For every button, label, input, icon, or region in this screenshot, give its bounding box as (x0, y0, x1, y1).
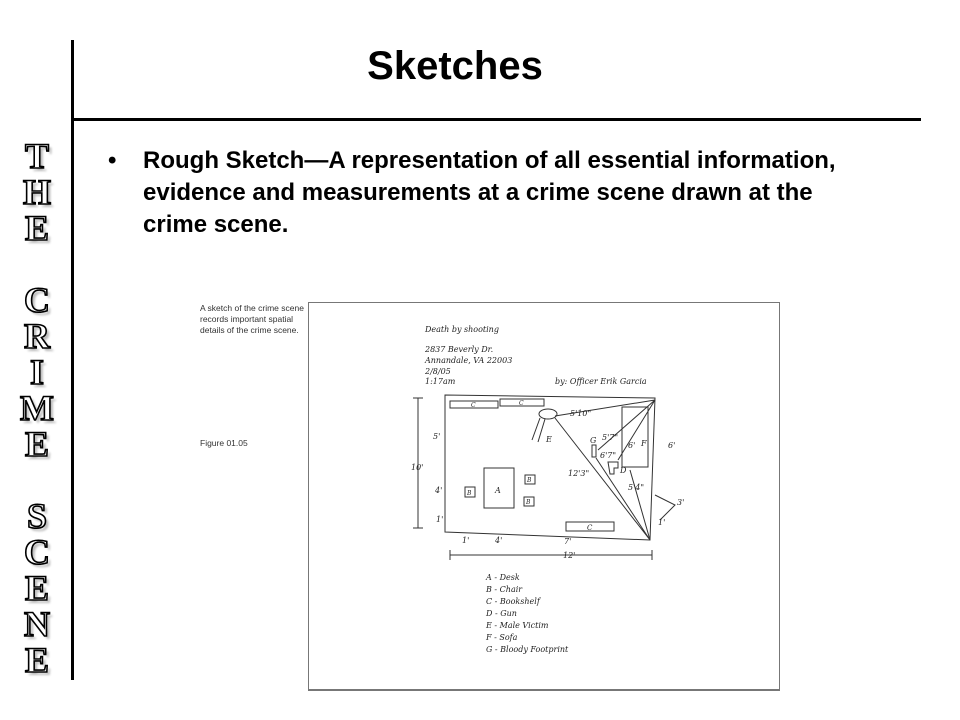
banner-letter: C (24, 532, 50, 572)
mark-chair: B (526, 499, 531, 506)
dim-label: 5'10" (570, 409, 592, 418)
dim-label: 6' (628, 441, 636, 450)
dim-label: 5' (433, 432, 441, 441)
mark-gun: D (620, 466, 627, 475)
gun (608, 462, 618, 474)
dim-label: 6' (668, 441, 676, 450)
sketch-author: by: Officer Erik Garcia (555, 377, 647, 386)
legend-item: G - Bloody Footprint (486, 645, 569, 654)
banner-letter: N (24, 604, 50, 644)
sofa (622, 407, 648, 467)
dim-label: 12'3" (568, 469, 590, 478)
dim-label: 1' (658, 518, 666, 527)
banner-letter: I (29, 352, 44, 392)
mark-desk: A (495, 486, 501, 495)
dim-label: 6'7" (600, 451, 617, 460)
mark-chair: B (527, 477, 532, 484)
dim-label: 12' (563, 551, 576, 560)
legend-item: F - Sofa (486, 633, 518, 642)
legend-item: B - Chair (486, 585, 523, 594)
victim-body (532, 418, 545, 442)
banner-letter: E (24, 640, 49, 680)
legend-item: C - Bookshelf (486, 597, 540, 606)
banner-letter: E (24, 208, 49, 248)
mark-bookshelf: C (519, 400, 524, 407)
bullet-icon: • (108, 147, 117, 174)
sketch-address: 2837 Beverly Dr. (425, 345, 494, 354)
banner-letter: E (24, 424, 49, 464)
bottom-dimension-line (450, 550, 652, 560)
sketch-city: Annandale, VA 22003 (425, 356, 513, 365)
legend-item: E - Male Victim (486, 621, 549, 630)
banner-letter: H (22, 172, 51, 212)
dim-label: 3' (677, 498, 685, 507)
victim-head (539, 409, 557, 419)
mark-footprint: G (590, 436, 597, 445)
dim-label: 5'7" (602, 433, 619, 442)
banner-letter: M (20, 388, 54, 428)
bullet-text: Rough Sketch—A representation of all essential information, evidence and measurements at a crime scene drawn at the crime scene. (143, 147, 836, 238)
mark-bookshelf: C (471, 402, 476, 409)
legend-item: D - Gun (486, 609, 517, 618)
banner-letter: R (24, 316, 50, 356)
banner-letter: E (24, 568, 49, 608)
mark-sofa: F (641, 439, 647, 448)
dim-label: 4' (435, 486, 443, 495)
mark-chair: B (467, 490, 472, 497)
mark-victim: E (546, 435, 552, 444)
door-arc (655, 495, 675, 520)
dim-label: 10' (411, 463, 424, 472)
banner-letter: T (24, 136, 49, 176)
page-title: Sketches (367, 44, 543, 88)
bloody-footprint (592, 445, 596, 457)
figure-label: Figure 01.05 (200, 438, 248, 448)
legend-item: A - Desk (486, 573, 520, 582)
dim-label: 4' (495, 536, 503, 545)
banner-letter: C (24, 280, 50, 320)
sketch-date: 2/8/05 (425, 367, 451, 376)
mark-bookshelf: C (587, 524, 593, 532)
figure-caption: A sketch of the crime scene records important spatial details of the crime scene. (200, 303, 304, 335)
dim-label: 5'4" (628, 483, 645, 492)
sketch-title: Death by shooting (425, 325, 499, 334)
banner-letter: S (26, 496, 48, 536)
dim-label: 7' (564, 537, 572, 546)
sketch-time: 1:17am (425, 377, 456, 386)
dim-label: 1' (436, 515, 444, 524)
dim-label: 1' (462, 536, 470, 545)
